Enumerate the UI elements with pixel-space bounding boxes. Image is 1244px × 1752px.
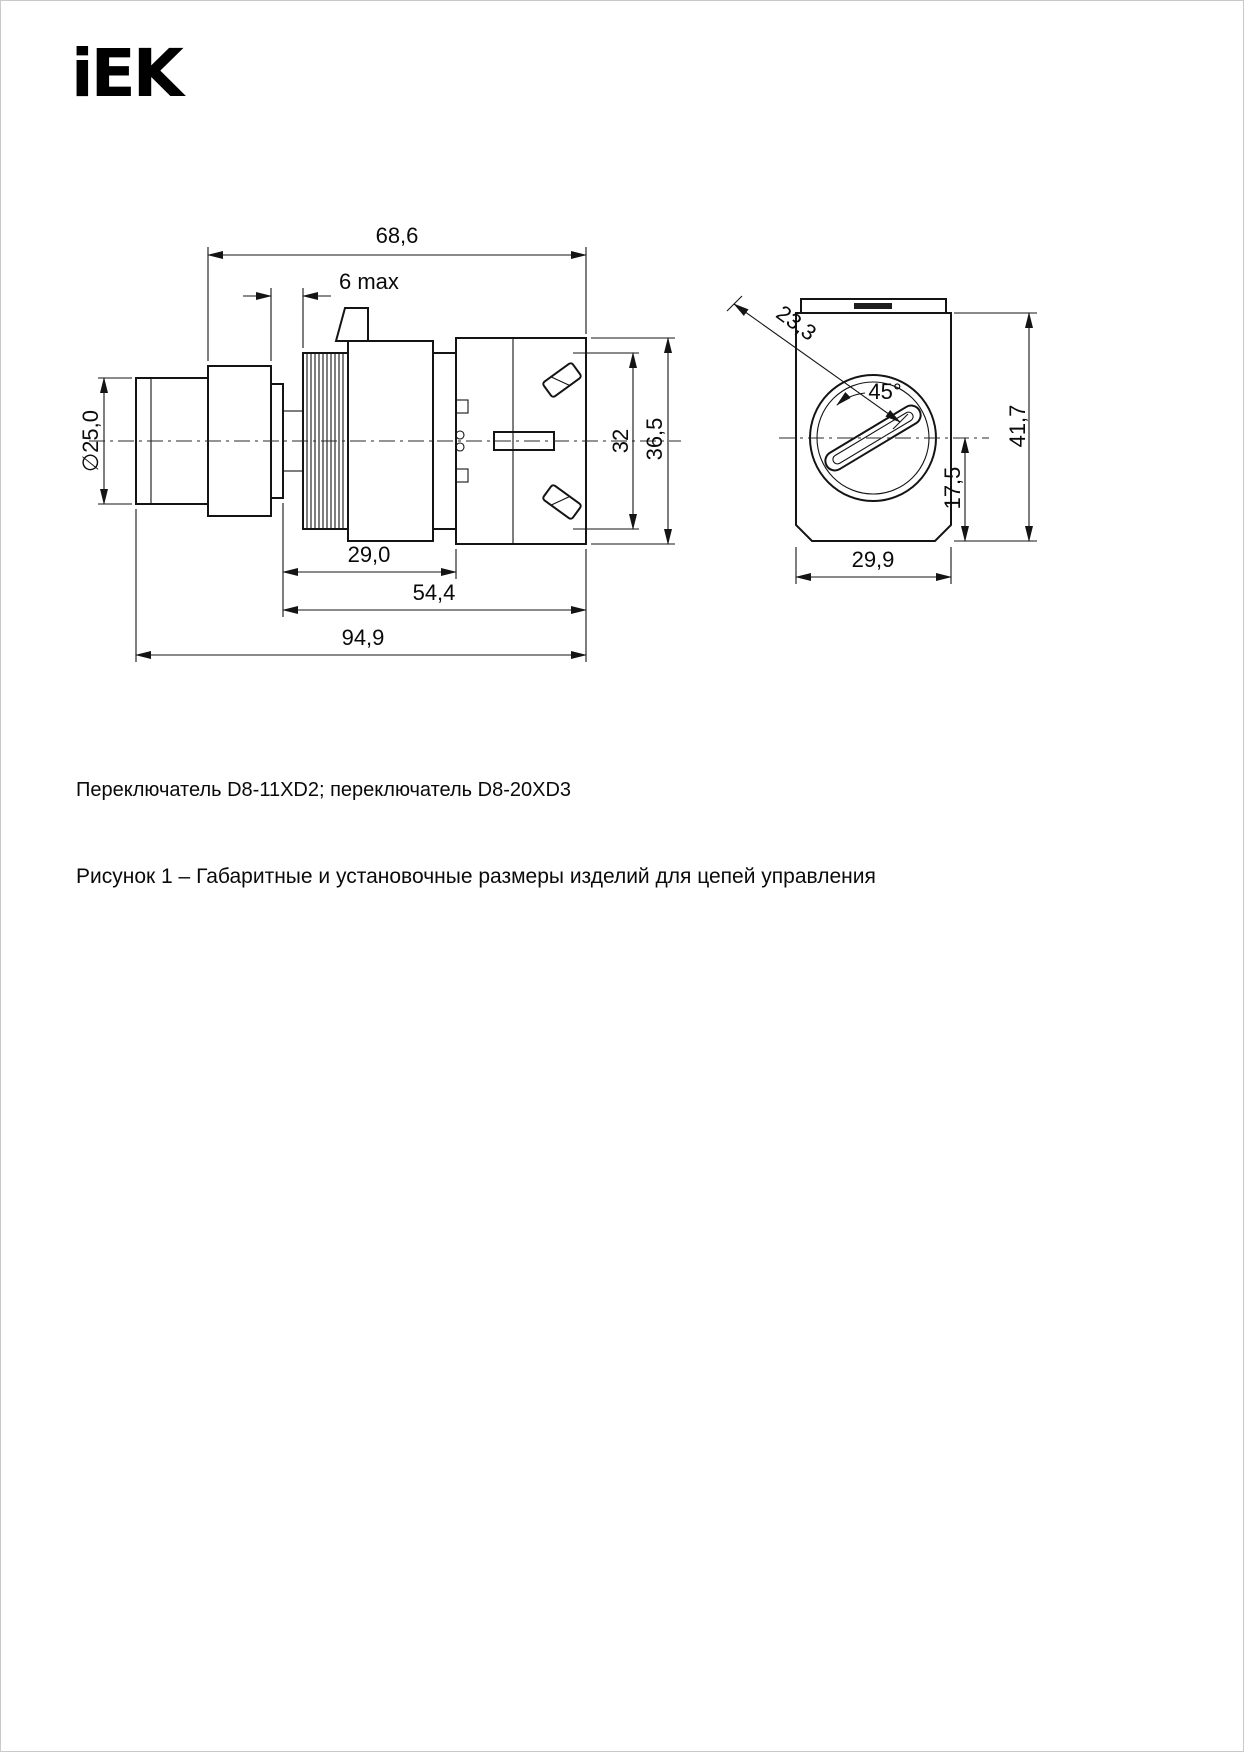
dim-panel-max: 6 max [339, 269, 399, 294]
dim-rotation-angle: 45° [868, 379, 902, 404]
iek-logo: iEK [71, 35, 181, 112]
dim-knob-diameter: ∅25,0 [78, 410, 103, 472]
dim-total-width: 29,9 [851, 547, 895, 572]
side-view [89, 308, 681, 544]
tab-slot [854, 303, 892, 309]
terminal-screw-bottom [542, 484, 582, 520]
dim-overall-length: 94,9 [341, 625, 385, 650]
dim-body-length: 29,0 [347, 542, 391, 567]
dim-total-width-top: 68,6 [375, 223, 419, 248]
dim-block-length: 54,4 [412, 580, 456, 605]
dim-center-to-bottom: 17,5 [940, 466, 965, 510]
technical-drawing [1, 1, 1244, 721]
dim-total-height: 41,7 [1005, 404, 1030, 448]
dim-outer-height: 36,5 [642, 417, 667, 461]
dim-inner-height: 32 [608, 428, 633, 454]
products-line: Переключатель D8-11XD2; переключатель D8-20XD3 [76, 779, 572, 801]
terminal-screw-top [542, 362, 582, 398]
figure-caption: Рисунок 1 – Габаритные и установочные размеры изделий для цепей управления [76, 865, 876, 888]
dim-handle-width: 23,3 [771, 300, 822, 346]
